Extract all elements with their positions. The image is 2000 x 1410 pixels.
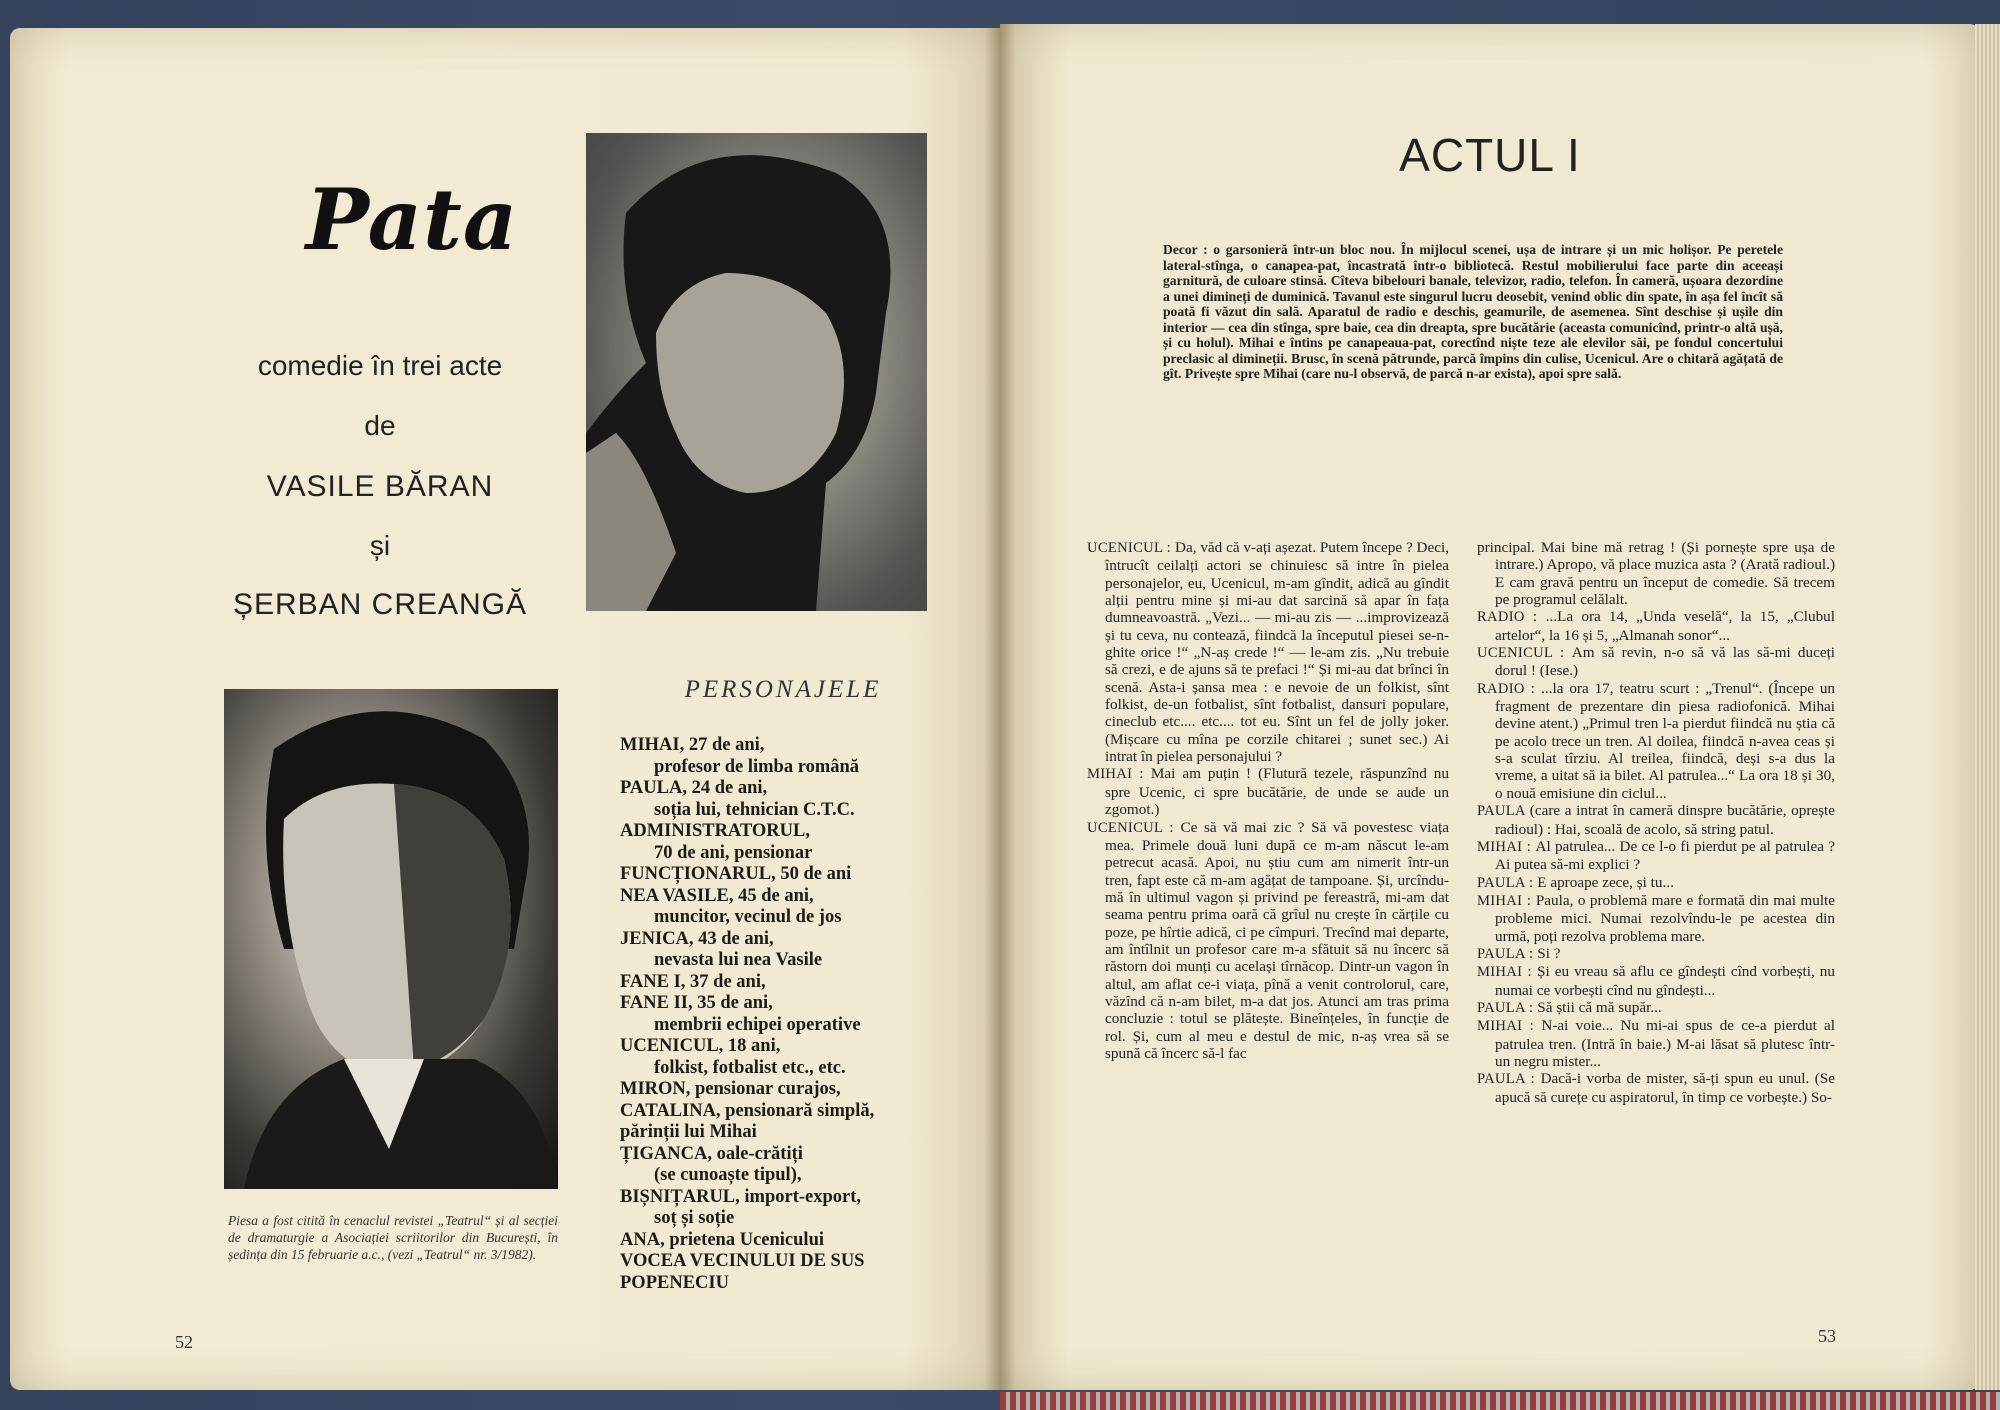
play-title: Pata [305,170,519,269]
speech-text: principal. Mai bine mă retrag ! (Și pornește spre ușa de intrare.) Apropo, vă place muzica asta ? (Arată radioul.) E cam gravă pentru un început de comedie. Să trecem pe programul celălalt. [1477,539,1835,609]
dialogue-line [1477,1070,1835,1106]
speaker-name: PAULA [1477,803,1530,820]
dialogue-line [1477,1017,1835,1070]
dialogue-line [1477,802,1835,838]
character-line: folkist, fotbalist etc., etc. [654,1057,846,1078]
speech-text: Mai am puțin ! (Flutură tezele, răspunzînd nu spre Ucenic, ci spre bucătărie, de unde se aude un zgomot.) [1105,765,1449,819]
speech-text: Și eu vreau să aflu ce gîndești cînd vorbești, nu numai ce vorbești cînd nu gîndești... [1495,963,1835,999]
dialogue-line [1477,680,1835,802]
speaker-name: MIHAI : [1477,892,1536,909]
page-number-right: 53 [1818,1326,1836,1346]
act-title: ACTUL I [1399,129,1581,181]
dialogue-line [1477,838,1835,874]
character-line: MIRON, pensionar curajos, [620,1079,841,1099]
character-line: MIHAI, 27 de ani, [620,735,765,755]
speaker-name: MIHAI : [1477,1018,1542,1035]
character-line: nevasta lui nea Vasile [654,950,823,970]
speaker-name: PAULA : [1477,874,1538,891]
speaker-name: PAULA : [1477,945,1538,962]
speech-text: ...la ora 17, teatru scurt : „Trenul“. (Începe un fragment de prezentare din piesa radiofonică. Mihai devine atent.) „Primul tren l-a pierdut fiindcă nu știa că pe acolo trece un tren. Al doilea, fiindcă n-avea ceas și s-a sculat tîrziu. Al treilea, fiindcă, deși s-a dus la vreme, a uitat să ia bilet. Al patrulea...“ La ora 18 și 30, o nouă emisiune din ciclul... [1495,679,1836,802]
speaker-name: PAULA : [1477,999,1538,1016]
speech-text: Să știi că mă supăr... [1537,998,1662,1016]
speaker-name: MIHAI : [1087,766,1151,783]
speaker-name: UCENICUL : [1087,540,1175,556]
speaker-name: PAULA : [1477,1071,1541,1088]
speech-text: Da, văd că v-ați așezat. Putem începe ? Deci, întrucît ceilalți actori se chinuiesc să intre în pielea personajelor, eu, Ucenicul, m-am gîndit, adică au gîndit alții pentru mine și mi-au dat sarcină să apar în fața dumneavoastră. „Vezi... — mi-au zis — ...improvizează și tu ceva, nu contează, fiindcă la începutul piesei se-n-ghite orice !“ „N-aș crede !“ — le-am zis. „Nu trebuie să crezi, e de ajuns să te prefaci !“ Și mi-au dat brînci în scenă. Asta-i șansa mea : e nevoie de un folkist, sînt folkist, de-un fotbalist, sînt fotbalist, dansuri populare, cineclub etc.... etc.... tot eu. Sînt un fel de jolly joker. (Mișcare cu mîna pe corzile chitarei ; sunet sec.) Ai intrat în pielea personajului ? [1105,539,1449,766]
speaker-name: MIHAI : [1477,838,1536,855]
character-line: FANE II, 35 de ani, [620,993,773,1013]
character-line: POPENECIU [620,1272,729,1293]
headband [1000,1392,2000,1410]
character-line: membrii echipei operative [654,1014,861,1035]
speech-text: N-ai voie... Nu mi-ai spus de ce-a pierdut al patrulea tren. (Intră în baie.) M-ai lăsat să plutesc într-un negru mister... [1495,1017,1835,1070]
dialogue-line [1087,765,1449,818]
author-photo-bottom [224,689,558,1189]
page-number-left: 52 [175,1332,193,1352]
character-line: ADMINISTRATORUL, [620,821,810,841]
dialogue-line [1477,892,1835,945]
portrait-silhouette-1 [586,133,927,611]
character-line: profesor de limba română [654,756,860,777]
dialogue-line [1477,874,1835,892]
dialogue-line [1087,539,1449,765]
character-line: ANA, prietena Ucenicului [620,1229,824,1250]
character-line: muncitor, vecinul de jos [654,907,842,927]
speaker-name: UCENICUL : [1087,819,1181,836]
speaker-name: RADIO : [1477,609,1546,626]
speech-text: Ce să vă mai zic ? Să vă povestesc viața mea. Primele două luni după ce m-am născut le-am petrecut acasă. Apoi, nu știu cum am nimerit într-un tren, fapt este că m-am agățat de tampoane. Și, urcîndu-mă în ultimul vagon și privind pe fereastră, mi-am dat seama pentru prima oară că grîul nu crește în cărțile cu poze, pe hîrtie adică, ci pe cîmpuri. Trecînd mai departe, am întîlnit un profesor care m-a sfătuit să nu încerc să răstorn doi munți cu același tîrnăcop. Dintr-un vagon în altul, am aflat ce-i viața, pînă a venit controlorul, care, văzînd că n-am bilet, m-a dat jos. Atunci am tras prima concluzie : totul se plătește. Bineînțeles, în funcție de rol. Și, cum al meu e destul de mic, n-aș vrea să se spună că încerc să-l fac [1105,818,1449,1062]
dialogue-line [1477,963,1835,999]
dialogue-line [1087,819,1449,1063]
dialogue-line [1477,945,1835,963]
character-line: JENICA, 43 de ani, [620,928,774,949]
character-line: ȚIGANCA, oale-crătiți [620,1143,803,1164]
page-edges [1975,24,2000,1390]
character-line: VOCEA VECINULUI DE SUS [620,1251,865,1271]
character-line: soț și soție [654,1208,735,1228]
speech-text: Si ? [1537,944,1561,962]
dialogue-column-2 [1477,539,1835,1106]
speech-text: ...La ora 14, „Unda veselă“, la 15, „Clubul artelor“, la 16 și 5, „Almanah sonor“... [1495,608,1835,644]
dialogue-line [1477,539,1835,608]
speech-text: Paula, o problemă mare e formată din mai multe probleme mici. Numai rezolvîndu-le pe acestea din urmă, poți rezolva problema mare. [1495,891,1836,945]
character-line: PAULA, 24 de ani, [620,778,768,798]
speaker-name: MIHAI : [1477,964,1538,981]
dialogue-line [1477,608,1835,644]
speech-text: E aproape zece, și tu... [1537,873,1674,891]
photo-caption: Piesa a fost citită în cenaclul revistei „Teatrul“ și al secției de dramaturgie a Asociației scriitorilor din București, în ședința din 15 februarie a.c., (vezi „Teatrul“ nr. 3/1982). [228,1213,558,1262]
dialogue-line [1477,644,1835,680]
book-gutter [985,24,1015,1390]
author-2: ȘERBAN CREANGĂ [232,588,528,621]
stage-directions: Decor : o garsonieră într-un bloc nou. În mijlocul scenei, ușa de intrare și un mic holișor. Pe peretele lateral-stînga, o canapea-pat, încastrată într-o bibliotecă. Restul mobilierului face parte din aceeași garnitură, de culoare stinsă. Cîteva bibelouri banale, televizor, radio, telefon. În cameră, ușoara dezordine a unei dimineți de duminică. Tavanul este singurul lucru deosebit, venind oblic din spate, în așa fel încît să poată fi văzut din sală. Aparatul de radio e deschis, geamurile, de asemenea. Sînt deschise și ușile din interior — cea din stînga, spre baie, cea din dreapta, spre bucătărie (aceasta comunicînd, printr-o altă ușă, și cu holul). Mihai e întins pe canapeaua-pat, corectînd niște teze ale elevilor săi, pe fondul concertului preclasic al dimineții. Brusc, în scenă pătrunde, parcă împins din culise, Ucenicul. Are o chitară agățată de gît. Privește spre Mihai (care nu-l observă, de parcă n-ar exista), apoi spre sală. [1163,242,1783,381]
character-line: UCENICUL, 18 ani, [620,1036,781,1056]
character-line: FUNCȚIONARUL, 50 de ani [620,864,852,884]
author-photo-top [586,133,927,611]
speaker-name: RADIO : [1477,680,1542,697]
character-line: (se cunoaște tipul), [654,1165,802,1185]
portrait-silhouette-2 [224,689,558,1189]
byline-de: de [364,410,396,441]
character-line: BIȘNIȚARUL, import-export, [620,1186,862,1207]
speech-text: Dacă-i vorba de mister, să-ți spun eu unul. (Se apucă să curețe cu aspiratorul, în timp ce vorbește.) So- [1495,1070,1835,1106]
character-line: CATALINA, pensionară simplă, [620,1100,875,1121]
character-line: soția lui, tehnician C.T.C. [654,799,855,820]
play-subtitle: comedie în trei acte [257,350,503,381]
author-1: VASILE BĂRAN [266,470,494,503]
dialogue-line [1477,999,1835,1017]
characters-list [620,735,950,1294]
character-line: FANE I, 37 de ani, [620,971,766,992]
speaker-name: UCENICUL : [1477,645,1572,662]
speech-text: (care a intrat în cameră dinspre bucătărie, oprește radioul) : Hai, scoală de acolo, să string patul. [1495,802,1836,838]
character-line: 70 de ani, pensionar [654,842,813,863]
character-line: NEA VASILE, 45 de ani, [620,885,814,906]
speech-text: Al patrulea... De ce l-o fi pierdut pe al patrulea ? Ai putea să-mi explici ? [1495,837,1835,874]
byline-si: și [369,530,391,561]
speech-text: Am să revin, n-o să vă las să-mi duceți dorul ! (Iese.) [1495,644,1836,680]
characters-heading: PERSONAJELE [684,676,882,703]
character-line: părinții lui Mihai [620,1122,757,1142]
dialogue-column-1 [1087,539,1449,1062]
